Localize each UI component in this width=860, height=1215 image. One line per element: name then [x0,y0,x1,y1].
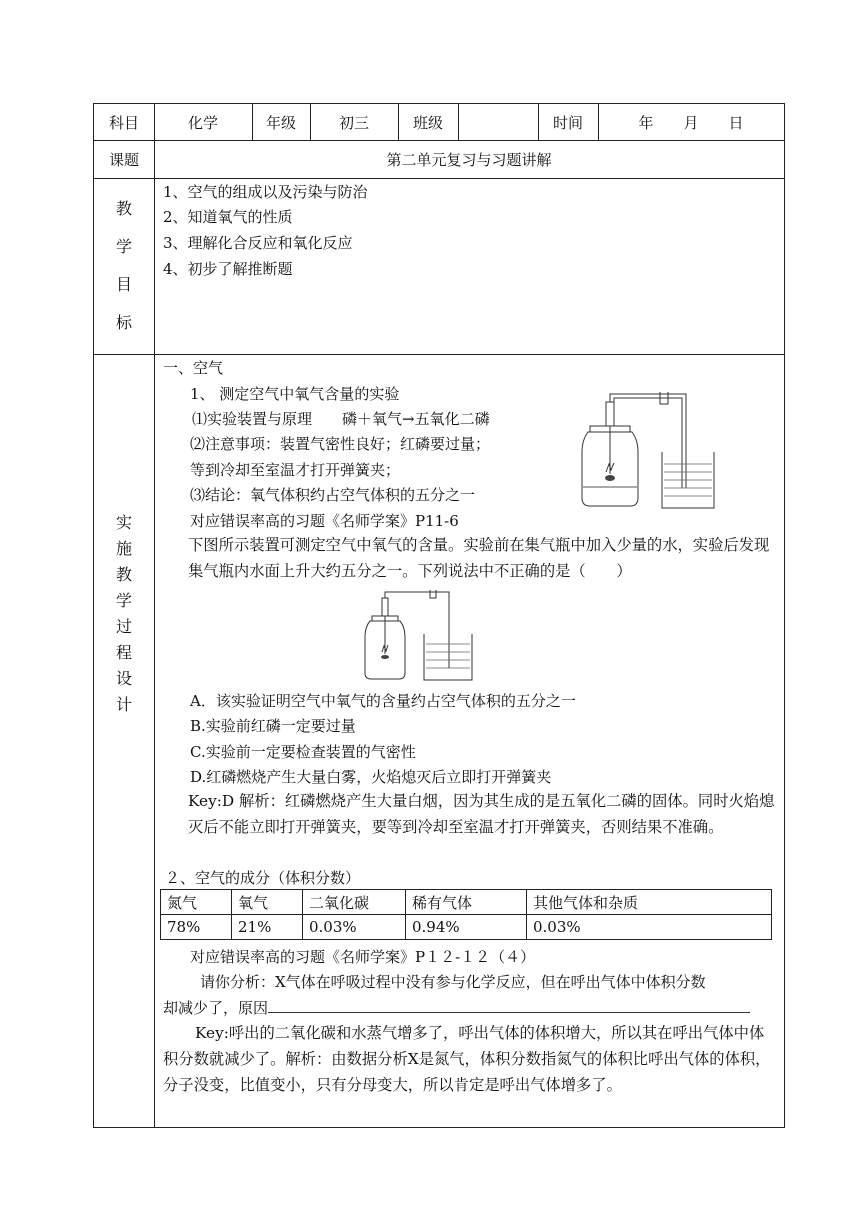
note-line: 等到冷却至室温才打开弹簧夹； [190,461,401,479]
option-c: C.实验前一定要检查装置的气密性 [190,743,416,761]
process-label-char: 程 [115,643,132,662]
table-cell: 78% [161,915,232,940]
goal-item: 4、初步了解推断题 [163,260,293,278]
table-header-cell: 稀有气体 [406,890,527,915]
class-value [458,104,538,140]
answer-blank[interactable] [268,998,750,1013]
grade-value: 初三 [338,113,369,132]
option-d: D.红磷燃烧产生大量白雾，火焰熄灭后立即打开弹簧夹 [190,768,552,786]
goals-label-char: 标 [115,313,132,332]
subsection-title: 1、 测定空气中氧气含量的实验 [190,385,400,403]
answer-key: Key:呼出的二氧化碳和水蒸气增多了，呼出气体的体积增大，所以其在呼出气体中体积分数就减少了。解析：由数据分析X是氮气，体积分数指氮气的体积比呼出气体的体积，分子没变，比值变小，只有分母变大，所以肯定是呼出气体增多了。 [163,1024,771,1094]
goals-label-char: 教 [115,199,132,218]
question-line: 请你分析：X气体在呼吸过程中没有参与化学反应，但在呼出气体中体积分数 [200,973,706,991]
grade-label: 年级 [265,113,296,132]
conclusion-line: ⑶结论：氧气体积约占空气体积的五分之一 [190,486,476,504]
question-line-text: 却减少了，原因 [163,999,269,1017]
time-value: 年 月 日 [638,113,744,132]
row-divider [94,354,784,355]
subsection-title: ２、空气的成分（体积分数） [165,869,361,887]
row-divider [94,178,784,179]
goal-item: 1、空气的组成以及污染与防治 [163,183,368,201]
apparatus-diagram-large [576,392,726,512]
subject-label: 科目 [108,113,139,132]
table-row [161,890,772,915]
question-text: 下图所示装置可测定空气中氧气的含量。实验前在集气瓶中加入少量的水，实验后发现集气瓶内水面上升大约五分之一。下列说法中不正确的是（ ） [188,536,770,580]
goal-item: 2、知道氧气的性质 [163,208,293,226]
goals-label-char: 目 [115,275,132,294]
process-label-char: 设 [115,669,132,688]
table-cell: 0.03% [527,915,772,940]
table-cell: 0.03% [303,915,406,940]
exercise-reference: 对应错误率高的习题《名师学案》P１２-１２（４） [190,948,536,966]
table-row [161,915,772,940]
process-label [94,510,154,715]
goals-label-char: 学 [115,237,132,256]
time-label: 时间 [552,113,583,132]
apparatus-diagram-small [360,590,480,686]
process-label-char: 施 [115,539,132,558]
exercise-reference: 对应错误率高的习题《名师学案》P11-6 [190,512,459,530]
note-line: ⑵注意事项：装置气密性良好；红磷要过量； [190,435,491,453]
question-line [163,998,750,1018]
air-composition-table [160,889,772,940]
answer-key: Key:D 解析：红磷燃烧产生大量白烟，因为其生成的是五氧化二磷的固体。同时火焰熄灭后不能立即打开弹簧夹，要等到冷却至室温才打开弹簧夹，否则结果不准确。 [188,792,775,836]
column-divider [154,104,155,1127]
topic-value: 第二单元复习与习题讲解 [386,150,552,169]
goals-label [94,196,154,333]
process-label-char: 过 [115,617,132,636]
goal-item: 3、理解化合反应和氧化反应 [163,234,353,252]
table-header-cell: 氮气 [161,890,232,915]
table-header-cell: 其他气体和杂质 [527,890,772,915]
process-label-char: 学 [115,591,132,610]
topic-label: 课题 [108,150,139,169]
table-header-cell: 二氧化碳 [303,890,406,915]
process-label-char: 教 [115,565,132,584]
table-cell: 0.94% [406,915,527,940]
table-cell: 21% [232,915,303,940]
principle-line: ⑴实验装置与原理 磷＋氧气→五氧化二磷 [192,410,490,428]
option-a: A．该实验证明空气中氧气的含量约占空气体积的五分之一 [190,692,576,710]
section-title: 一、空气 [163,359,224,377]
table-header-cell: 氧气 [232,890,303,915]
process-label-char: 实 [115,513,132,532]
process-label-char: 计 [115,695,132,714]
class-label: 班级 [412,113,443,132]
option-b: B.实验前红磷一定要过量 [190,717,356,735]
subject-value: 化学 [187,113,218,132]
